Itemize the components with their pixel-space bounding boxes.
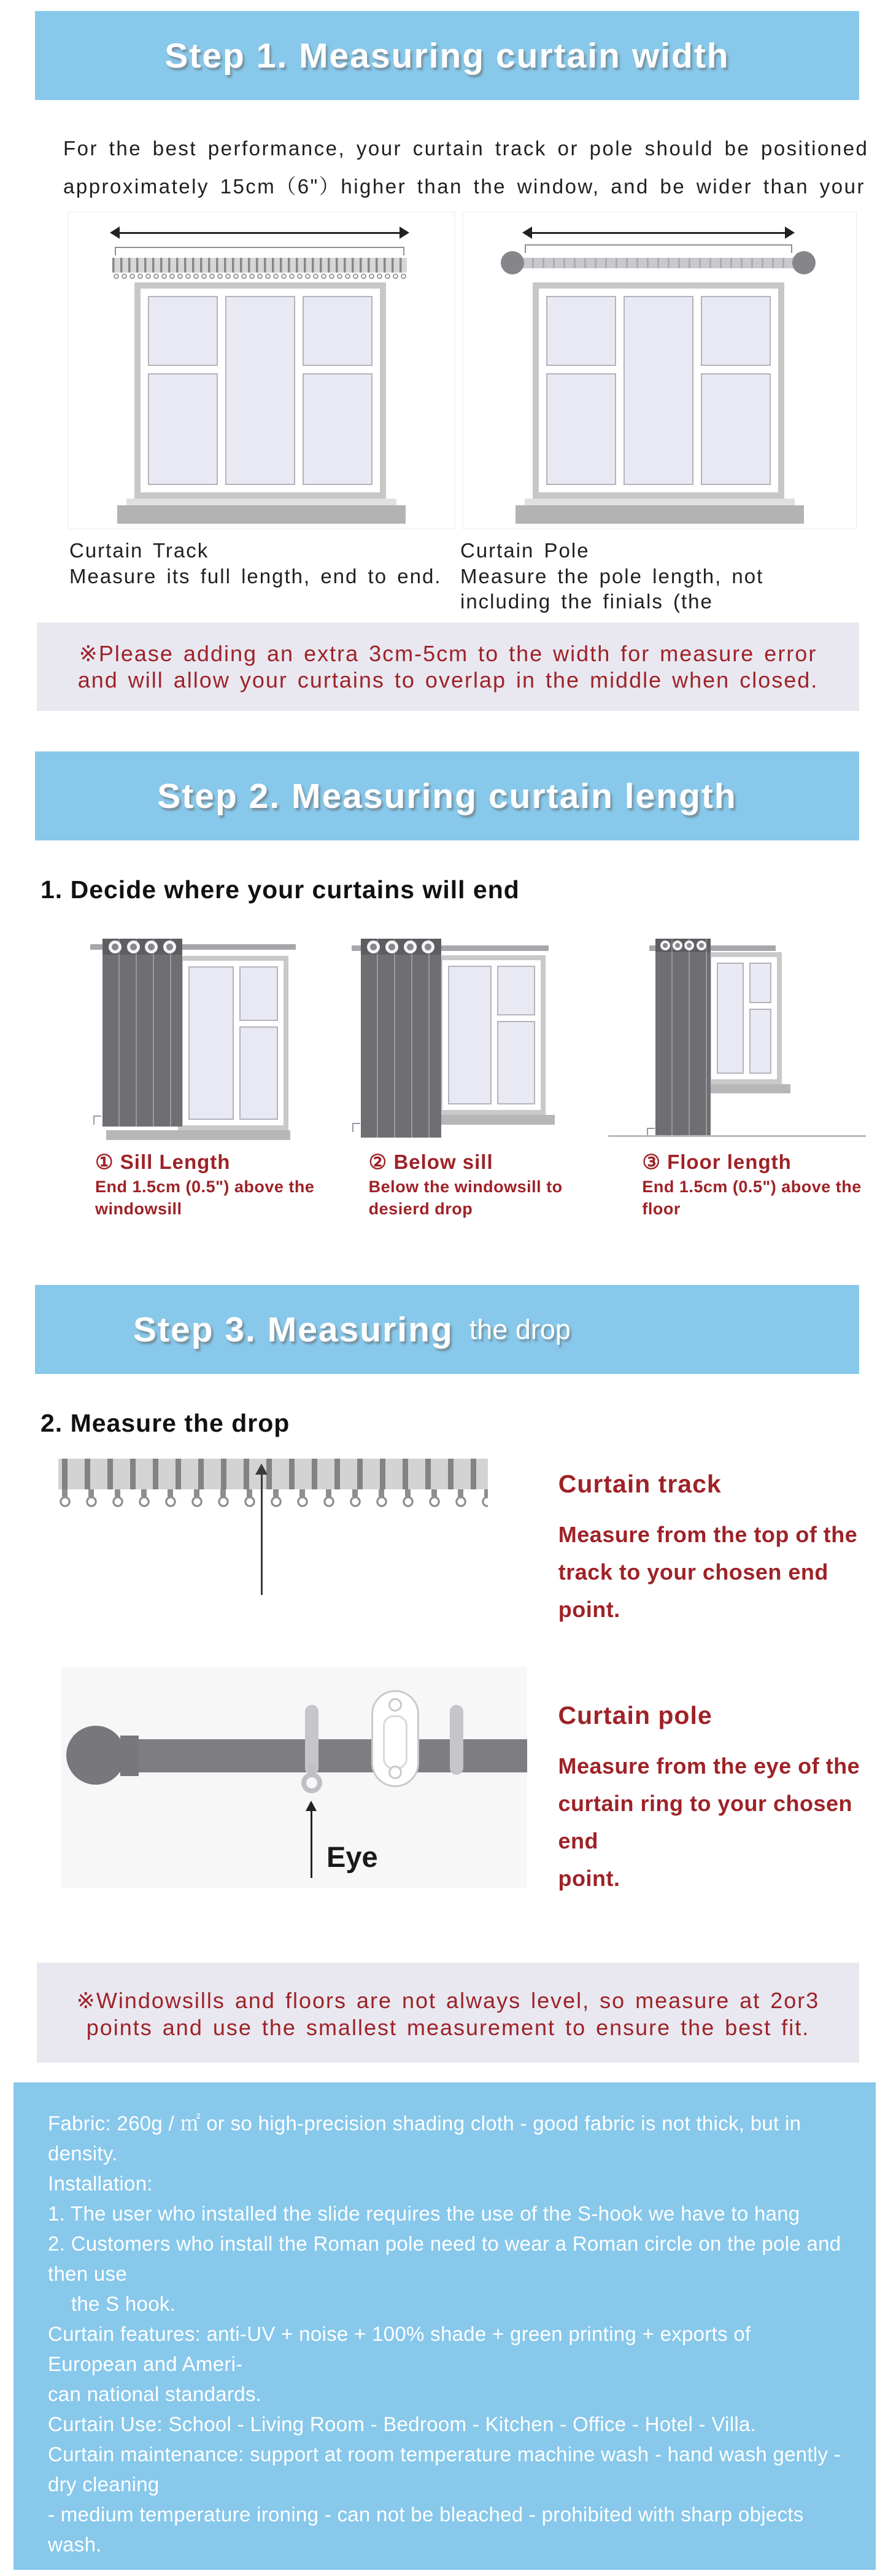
window-column [497,966,535,1104]
window-pane [749,963,771,1003]
info-line: Curtain maintenance: support at room temperature machine wash - hand wash gently - dry cleaning [48,2443,847,2496]
intro-line-1: For the best performance, your curtain track or pole should be positioned [63,137,869,160]
grommet-icon [422,941,434,953]
width-note [37,623,859,711]
window-pane [546,373,616,485]
step1-diagrams-row [68,212,888,529]
level-note-line-2: points and use the smallest measurement to ensure the best fit. [86,2015,810,2040]
grommet-icon [385,941,398,953]
window-pane [148,373,218,485]
grommet-icon [684,941,694,950]
window-pane [497,966,535,1015]
caption-pole-title: Curtain Pole [460,539,590,562]
track-rings-icon [58,1494,488,1510]
track-text-line-1: Measure from the top of the [558,1522,858,1547]
step3-heading: 2. Measure the drop [41,1409,290,1437]
windowsill [515,505,804,524]
window-frame [134,282,386,499]
width-double-arrow-icon [525,232,792,234]
windowsill-board [126,499,396,505]
window-pane [188,966,234,1120]
option-desc: Below the windowsill to desierd drop [368,1177,563,1218]
caption-pole-line-1: Measure the pole length, not [460,565,764,588]
info-line: 2. Customers who install the Roman pole need to wear a Roman circle on the pole and then use [48,2232,847,2285]
window-pane [546,296,616,366]
step1-title: Step 1. Measuring curtain width [164,36,730,76]
width-note-line-1: ※Please adding an extra 3cm-5cm to the width for measure error [79,641,817,666]
pole-text-line-3: point. [558,1866,620,1891]
sill-length-figure [68,939,338,1143]
curtain-panel [655,939,711,1136]
grommet-icon [404,941,417,953]
window-frame [533,282,784,499]
caption-curtain-pole [460,538,851,614]
eye-label: Eye [326,1841,378,1873]
curtain-pole-window-diagram [463,212,857,529]
track-text-title: Curtain track [558,1470,722,1498]
info-line: Fabric: 260g / ㎡ or so high-precision shading cloth - good fabric is not thick, but in density. [48,2112,807,2165]
measure-bracket-icon [525,244,792,253]
window-column-left [546,296,616,485]
curtain-ring-icon [450,1705,463,1775]
step3-title: Step 3. Measuring [133,1309,454,1349]
window-pane [148,296,218,366]
grommet-icon [697,941,706,950]
floor-length-label [642,1150,888,1220]
window-frame [178,956,288,1130]
option-title [369,1150,615,1174]
length-option-sill [68,939,341,1220]
option-desc: End 1.5cm (0.5") above the windowsill [95,1177,315,1218]
grommet-icon [660,941,670,950]
curtain-pole-icon [522,258,795,268]
length-options-row [68,939,888,1220]
grommet-row [361,939,441,955]
product-measuring-guide-page [0,11,888,2576]
window-pane [624,296,693,485]
pole-drop-figure-row [61,1667,888,1897]
option-name: Below sill [393,1150,493,1173]
step3-title-sub: the drop [469,1313,571,1345]
curtain-panel [361,939,441,1138]
info-line: Curtain features: anti-UV + noise + 100% shade + green printing + exports of European and Ameri- [48,2322,757,2375]
window-frame [438,955,546,1115]
grommet-icon [673,941,682,950]
info-line: - medium temperature ironing - can not be bleached - prohibited with sharp objects wash. [48,2503,810,2556]
option-desc: End 1.5cm (0.5") above the floor [642,1177,862,1218]
wall-bracket-icon [371,1690,419,1787]
curtain-ring-icon [305,1705,319,1775]
curtain-panel [102,939,182,1127]
windowsill [697,1084,790,1093]
screw-icon [388,1698,402,1712]
window-pane [303,373,373,485]
grommet-icon [109,941,122,953]
grommet-icon [163,941,176,953]
window-sashes [183,961,284,1125]
below-sill-label [369,1150,615,1220]
product-info-block [14,2082,876,2570]
floor-length-figure [614,939,884,1143]
track-text-line-2: track to your chosen end point. [558,1559,828,1622]
finial-neck-icon [120,1736,139,1776]
windowsill [427,1115,555,1125]
window-pane [701,296,771,366]
window-pane [225,296,295,485]
track-bar-icon [58,1459,488,1489]
curtain-track-window-diagram [68,212,455,529]
curtain-track-icon [112,258,407,273]
measure-up-arrow-icon [261,1466,263,1595]
eye-up-arrow-icon [311,1803,312,1878]
grommet-icon [367,941,380,953]
step1-captions-row [69,538,888,614]
caption-curtain-track [69,538,460,614]
window-frame [706,952,782,1084]
screw-icon [388,1766,402,1779]
window-sashes [141,289,380,492]
window-pane [239,1026,278,1120]
level-note [37,1963,859,2063]
pole-text-line-2: curtain ring to your chosen end [558,1791,853,1853]
window-column-middle [624,296,693,485]
window-pane [749,1009,771,1074]
windowsill-board [525,499,795,505]
width-double-arrow-icon [112,232,407,234]
window-pane [701,373,771,485]
step2-title: Step 2. Measuring curtain length [157,776,737,816]
step1-header-band [35,11,859,100]
caption-track-line: Measure its full length, end to end. [69,565,442,588]
caption-pole-line-2: including the finials (the [460,590,713,613]
step2-heading: 1. Decide where your curtains will end [41,875,520,904]
window-sashes [711,957,777,1079]
window-pane [239,966,278,1021]
track-drop-figure-row [58,1459,888,1628]
window-column-middle [225,296,295,485]
option-marker: ① [95,1150,114,1173]
window-pane [717,963,744,1074]
window-pane [497,1021,535,1104]
sill-length-label [95,1150,341,1220]
grommet-icon [127,941,140,953]
width-note-line-2: and will allow your curtains to overlap in the middle when closed. [77,667,819,692]
level-note-line-1: ※Windowsills and floors are not always level, so measure at 2or3 [76,1988,820,2013]
option-title [642,1150,888,1174]
finial-icon [501,251,524,274]
info-line: 1. The user who installed the slide requires the use of the S-hook we have to hang [48,2202,800,2225]
length-option-below-sill [341,939,615,1220]
pole-drop-text [558,1667,888,1897]
gap-mark-icon [93,1115,101,1125]
gap-mark-icon [352,1123,360,1132]
option-name: Floor length [667,1150,792,1173]
measure-bracket-icon [115,247,404,255]
floor-line [608,1135,866,1137]
step2-header-band [35,751,859,840]
intro-line-2: approximately 15cm（6"）higher than the window, and be wider than your [63,175,865,198]
finial-icon [66,1726,125,1785]
caption-track-title: Curtain Track [69,539,209,562]
window-pane [448,966,492,1104]
info-line: the S hook. [48,2292,176,2315]
window-sashes [539,289,778,492]
window-sashes [442,960,541,1110]
option-marker: ② [368,1150,388,1173]
curtain-track-drawing [58,1459,477,1601]
bracket-slot [383,1715,407,1769]
curtain-pole-drawing [61,1667,527,1888]
window-column [749,963,771,1074]
window-column-right [701,296,771,485]
windowsill [106,1130,290,1140]
grommet-row [655,939,711,952]
pole-text-line-1: Measure from the eye of the [558,1753,860,1779]
track-rings-icon [112,273,407,281]
grommet-row [102,939,182,955]
window-column-right [303,296,373,485]
below-sill-figure [341,939,611,1143]
info-line: can national standards. [48,2383,262,2405]
option-name: Sill Length [120,1150,231,1173]
pole-text-title: Curtain pole [558,1701,712,1729]
window-column-left [148,296,218,485]
length-option-floor [614,939,888,1220]
step3-header-band [35,1285,859,1374]
window-pane [303,296,373,366]
option-title [95,1150,341,1174]
info-line: Installation: [48,2172,153,2195]
windowsill [117,505,406,524]
grommet-icon [145,941,158,953]
window-column [239,966,278,1120]
info-line: Curtain Use: School - Living Room - Bedroom - Kitchen - Office - Hotel - Villa. [48,2413,757,2435]
step1-intro-paragraph [63,130,888,206]
option-marker: ③ [642,1150,661,1173]
finial-icon [792,251,816,274]
ring-eye-icon [301,1772,322,1793]
track-drop-text [558,1459,888,1628]
